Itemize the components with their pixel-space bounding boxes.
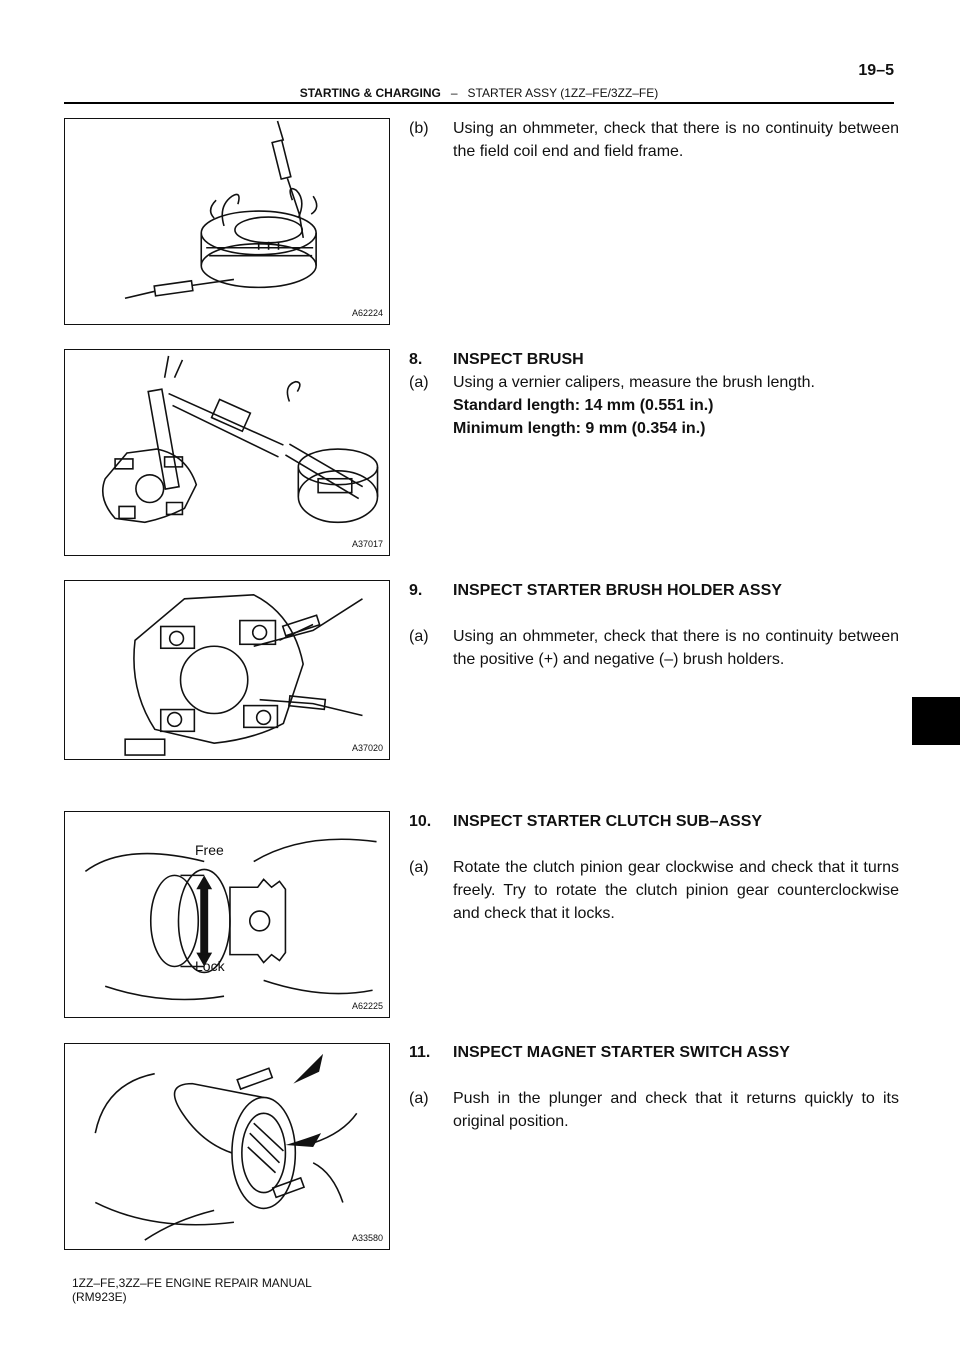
section-tab-marker: [912, 697, 960, 745]
step-title: INSPECT BRUSH: [453, 351, 584, 368]
starter-clutch-illustration: [65, 812, 389, 1017]
figure-brush-length: [64, 349, 390, 556]
footer-manual-code: (RM923E): [72, 1290, 127, 1304]
step-text: Using a vernier calipers, measure the brush length.: [453, 374, 815, 391]
step-number: (b): [409, 120, 429, 137]
step-number: 11.: [409, 1044, 431, 1061]
step-title: INSPECT STARTER CLUTCH SUB–ASSY: [453, 813, 763, 830]
field-frame-illustration: [65, 119, 389, 324]
step-number: 10.: [409, 813, 432, 830]
step-10: [409, 810, 899, 925]
page-number: 19–5: [858, 62, 894, 79]
step-number: (a): [409, 859, 429, 876]
step-text: Using an ohmmeter, check that there is no continuity between the field coil end and field frame.: [453, 120, 899, 160]
figure-field-frame: [64, 118, 390, 325]
step-text: Using an ohmmeter, check that there is no continuity between the positive (+) and negative (–) brush holders.: [453, 628, 899, 668]
figure-id: A37020: [351, 743, 383, 753]
step-number: (a): [409, 628, 429, 645]
section-title: STARTING & CHARGING: [299, 86, 441, 100]
figure-id: A62224: [351, 308, 383, 318]
figure-id: A62225: [351, 1001, 383, 1011]
figure-id: A37017: [351, 539, 383, 549]
figure-brush-holder: [64, 580, 390, 760]
brush-holder-illustration: [65, 581, 389, 759]
subsection-title: STARTER ASSY (1ZZ–FE/3ZZ–FE): [467, 86, 659, 100]
step-number: (a): [409, 1090, 429, 1107]
free-label: Free: [195, 842, 224, 858]
spec-standard-length: Standard length: 14 mm (0.551 in.): [453, 397, 714, 414]
header-separator: –: [450, 86, 458, 100]
header-title: [64, 86, 894, 100]
step-9: [409, 579, 899, 671]
spec-minimum-length: Minimum length: 9 mm (0.354 in.): [453, 420, 706, 437]
step-8: [409, 348, 899, 440]
step-7b: [409, 117, 899, 163]
step-title: INSPECT MAGNET STARTER SWITCH ASSY: [453, 1044, 790, 1061]
lock-label: Lock: [195, 958, 225, 974]
header-rule: [64, 102, 894, 104]
brush-length-illustration: [65, 350, 389, 555]
figure-magnet-switch: [64, 1043, 390, 1250]
step-title: INSPECT STARTER BRUSH HOLDER ASSY: [453, 582, 782, 599]
step-text: Push in the plunger and check that it returns quickly to its original position.: [453, 1090, 899, 1130]
step-number: (a): [409, 374, 429, 391]
page-footer: [72, 1276, 312, 1304]
step-number: 8.: [409, 351, 423, 368]
figure-starter-clutch: [64, 811, 390, 1018]
magnet-switch-illustration: [65, 1044, 389, 1249]
footer-manual-title: 1ZZ–FE,3ZZ–FE ENGINE REPAIR MANUAL: [72, 1276, 312, 1290]
step-11: [409, 1041, 899, 1133]
step-number: 9.: [409, 582, 423, 599]
page-header: [64, 62, 894, 106]
figure-id: A33580: [351, 1233, 383, 1243]
step-text: Rotate the clutch pinion gear clockwise and check that it turns freely. Try to rotate the clutch pinion gear counterclockwise and check that it locks.: [453, 859, 899, 922]
